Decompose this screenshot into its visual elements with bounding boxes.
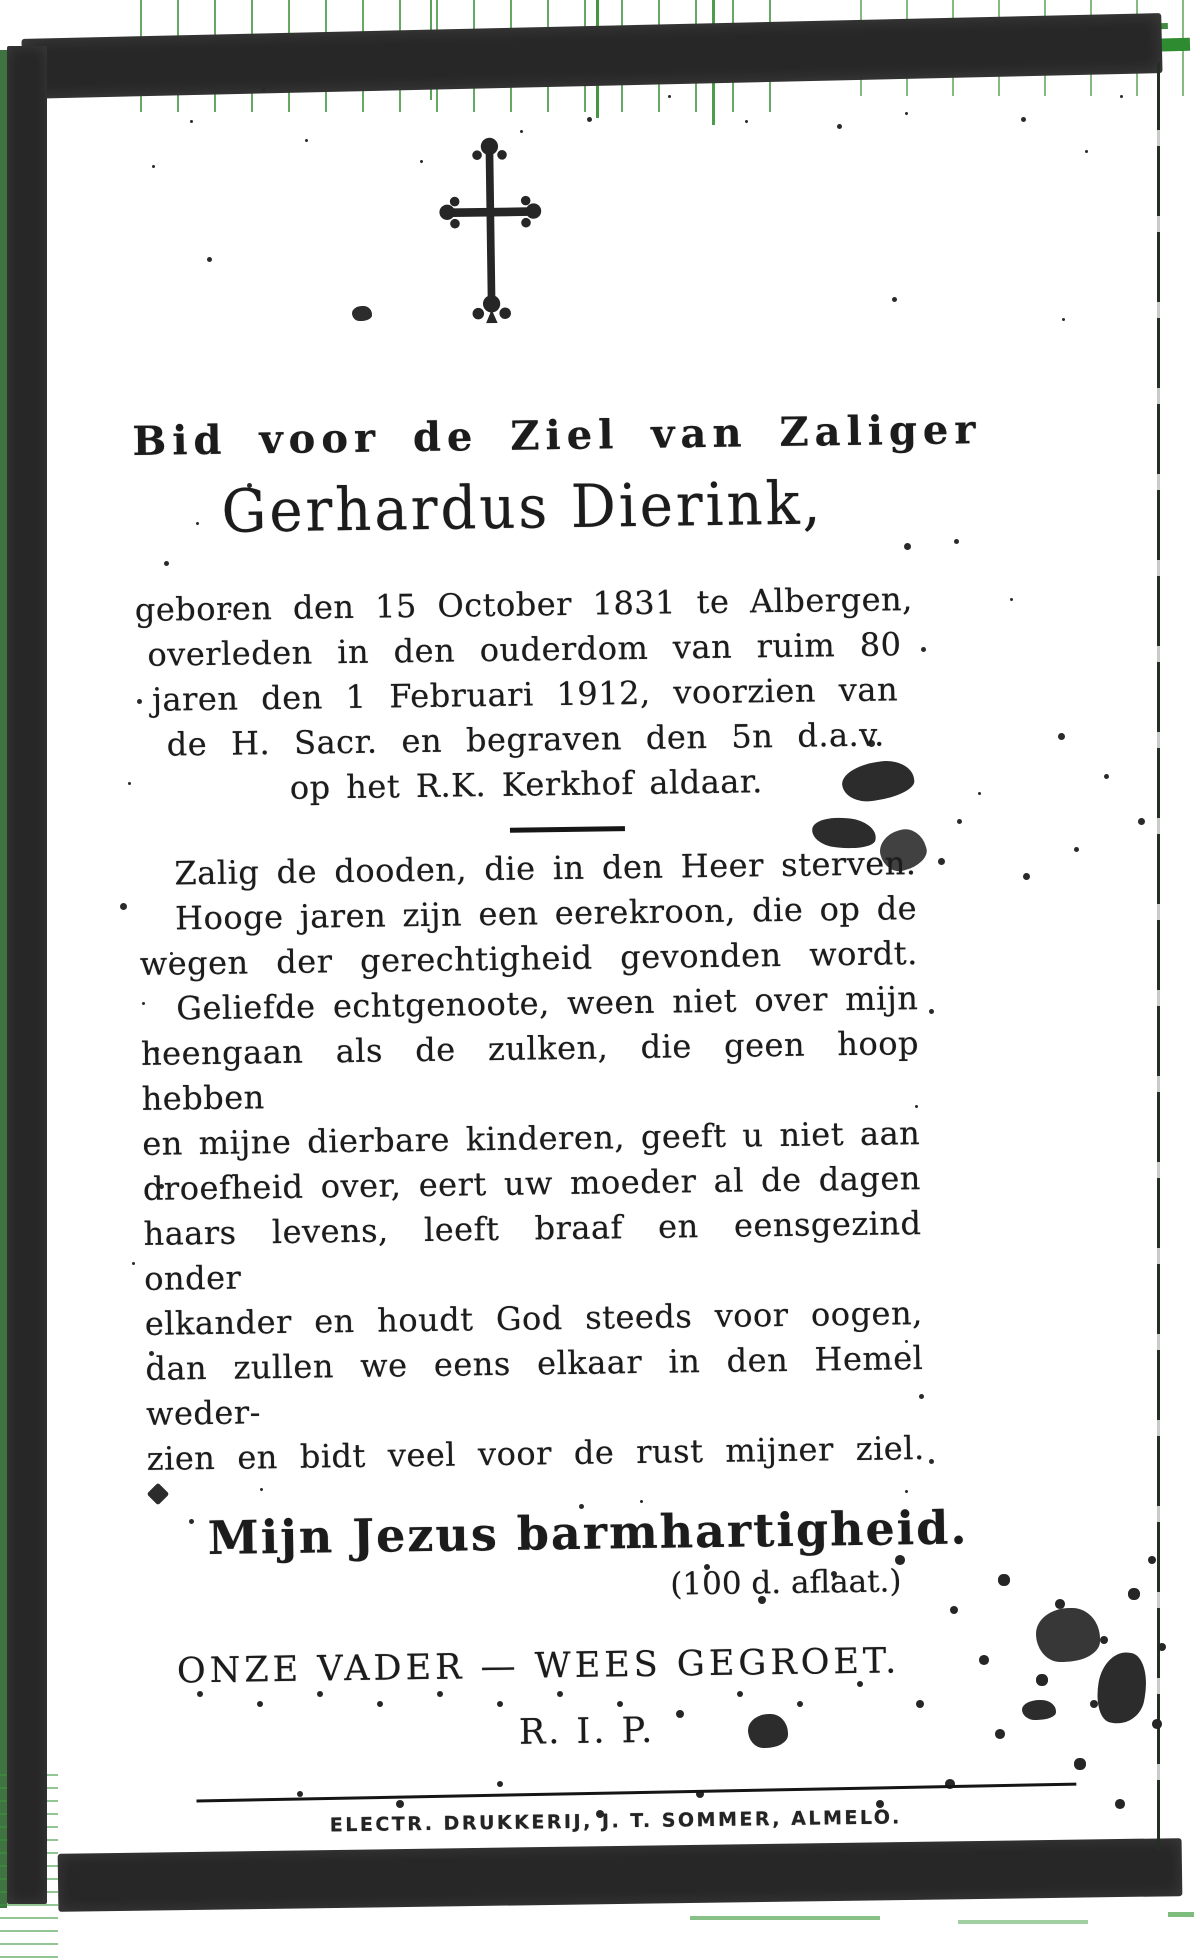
prayer-heading: Mijn Jezus barmhartigheid. [207, 1500, 969, 1566]
prayers-line: ONZE VADER — WEES GEGROET. [176, 1641, 901, 1692]
ink-blob [1036, 1608, 1100, 1662]
intro-line: overleden in den ouderdom van ruim 80 [147, 625, 902, 674]
indulgence-note: (100 d. aflaat.) [670, 1563, 902, 1603]
footer-rule [196, 1783, 1076, 1803]
intro-line: geboren den 15 October 1831 te Albergen, [134, 580, 914, 629]
card-border-left [7, 46, 47, 1904]
section-divider [509, 826, 624, 833]
verse-line: elkander en houdt God steeds voor oogen, [144, 1294, 923, 1343]
card-title: Bid voor de Ziel van Zaliger [132, 406, 982, 465]
rip-abbreviation: R. I. P. [518, 1710, 656, 1753]
verse-line: haars levens, leeft braaf en eensgezind onder [143, 1204, 922, 1298]
verse-line: Geliefde echtgenoote, ween niet over mijn [176, 979, 919, 1028]
scanner-artifact-green-edge [0, 50, 7, 1908]
verse-paragraph [138, 841, 925, 1482]
ink-blob [1092, 1648, 1152, 1727]
verse-line: Hooge jaren zijn een eerekroon, die op de [174, 889, 918, 938]
verse-line: dan zullen we eens elkaar in den Hemel weder- [145, 1339, 924, 1433]
intro-line: op het R.K. Kerkhof aldaar. [289, 762, 764, 807]
biography-paragraph [135, 577, 916, 813]
card-border-bottom [58, 1838, 1183, 1912]
cross-icon [430, 132, 551, 330]
scanner-artifact-green-dash [1168, 1912, 1194, 1917]
deceased-name: Gerhardus Dierink, [221, 469, 824, 547]
intro-line: jaren den 1 Februari 1912, voorzien van [151, 670, 899, 719]
printer-credit: ELECTR. DRUKKERIJ, J. T. SOMMER, ALMELO. [329, 1806, 902, 1837]
verse-line: droefheid over, eert uw moeder al de dagen [142, 1159, 922, 1208]
scan-noise-specks [0, 0, 4, 4]
verse-line: wegen der gerechtigheid gevonden wordt. [139, 934, 918, 983]
scanner-artifact-green-dash [958, 1920, 1088, 1924]
scanner-artifact-green-dash [690, 1916, 880, 1920]
intro-line: de H. Sacr. en begraven den 5n d.a.v. [166, 715, 885, 764]
verse-line: en mijne dierbare kinderen, geeft u niet aan [142, 1114, 921, 1163]
verse-line: Zalig de dooden, die in den Heer sterven. [174, 844, 917, 893]
ink-blob [1022, 1700, 1056, 1720]
verse-line: heengaan als de zulken, die geen hoop hebben [140, 1024, 920, 1118]
card-border-right [1157, 62, 1160, 1850]
verse-line: zien en bidt veel voor de rust mijner ziel. [146, 1429, 925, 1478]
memorial-card-content [128, 109, 982, 1839]
